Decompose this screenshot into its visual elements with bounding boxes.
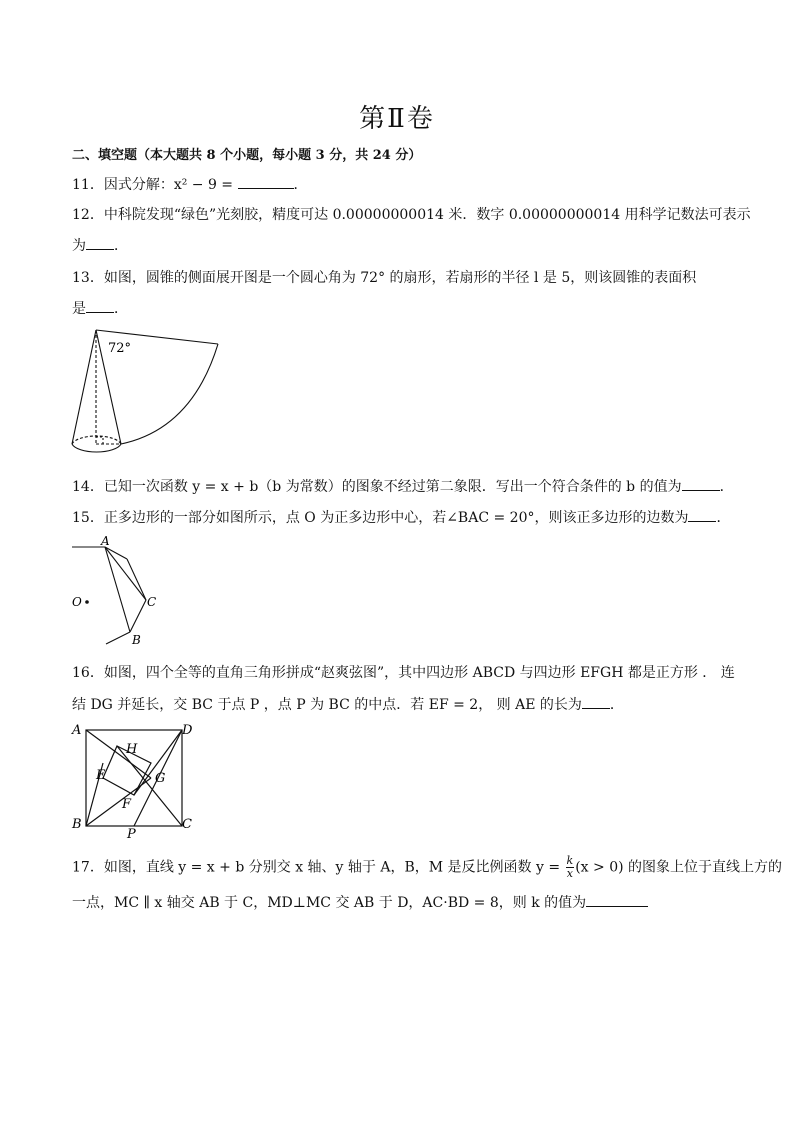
- question-14-end: ．: [719, 479, 734, 495]
- answer-blank-11[interactable]: [238, 174, 294, 189]
- question-17-lead: 一点，MC ∥ x 轴交 AB 于 C，MD⊥MC 交 AB 于 D，AC·BD = 8，则 k 的值为: [72, 895, 587, 911]
- label-p: P: [127, 827, 136, 842]
- question-14: [72, 476, 734, 497]
- label-f: F: [122, 797, 132, 812]
- answer-blank-13[interactable]: [86, 298, 114, 313]
- answer-blank-12[interactable]: [86, 235, 114, 250]
- question-16-end: ．: [609, 697, 624, 713]
- label-g: G: [155, 771, 166, 786]
- label-a: A: [72, 723, 82, 738]
- right-angle-mark: [96, 437, 103, 444]
- label-b: B: [132, 633, 141, 647]
- label-a: A: [101, 534, 110, 548]
- answer-blank-15[interactable]: [688, 507, 716, 522]
- question-15: [72, 507, 730, 528]
- answer-blank-14[interactable]: [682, 476, 720, 491]
- fraction-denominator: x: [566, 867, 573, 880]
- page-title: 第Ⅱ卷: [359, 104, 435, 134]
- question-17-line2: [72, 892, 648, 913]
- answer-blank-16[interactable]: [582, 694, 610, 709]
- label-d: D: [182, 723, 193, 738]
- question-17-text-a: 17．如图，直线 y = x + b 分别交 x 轴、y 轴于 A，B，M 是反比例函数 y =: [72, 859, 561, 876]
- polygon-figure: [66, 532, 176, 647]
- question-16-line1: 16．如图，四个全等的直角三角形拼成“赵爽弦图”，其中四边形 ABCD 与四边形 EFGH 都是正方形 ． 连: [72, 665, 735, 681]
- question-15-end: ．: [716, 510, 731, 526]
- label-c: C: [147, 595, 157, 609]
- angle-label: 72°: [108, 341, 132, 356]
- question-13-line1: 13．如图，圆锥的侧面展开图是一个圆心角为 72° 的扇形，若扇形的半径 l 是 5，则该圆锥的表面积: [72, 270, 697, 286]
- question-13-end: ．: [114, 301, 128, 317]
- diagonal-ab: [105, 547, 130, 632]
- label-b: B: [72, 817, 82, 832]
- polygon-edge-bottom: [106, 632, 130, 644]
- diagonal-ac: [105, 547, 146, 600]
- question-12-lead: 为: [72, 238, 86, 254]
- label-e: E: [96, 768, 106, 783]
- sector-arc: [121, 344, 218, 444]
- label-h: H: [126, 742, 138, 757]
- polygon-edge-cb: [130, 600, 146, 632]
- fraction-k-over-x: [566, 855, 575, 880]
- label-o: O: [72, 595, 82, 609]
- cone-sector-figure: [64, 325, 234, 470]
- question-15-text: 15．正多边形的一部分如图所示，点 O 为正多边形中心，若∠BAC = 20°，则该正多边形的边数为: [72, 510, 689, 526]
- line-b-g: [86, 778, 151, 826]
- question-12-line1: 12．中科院发现“绿色”光刻胶，精度可达 0.00000000014 米．数字 0.00000000014 用科学记数法可表示: [72, 207, 751, 223]
- center-point-o: [85, 600, 89, 604]
- question-17-text-b: (x > 0) 的图象上位于直线上方的: [575, 859, 783, 876]
- cone-left-edge: [72, 330, 96, 444]
- question-11-text: 11．因式分解：x² − 9 =: [72, 177, 234, 193]
- question-16-line2: [72, 694, 624, 715]
- question-16-lead: 结 DG 并延长，交 BC 于点 P ，点 P 为 BC 的中点．若 EF = 2， 则 AE 的长为: [72, 697, 582, 713]
- question-11-end: ．: [293, 177, 308, 193]
- line-c-h: [117, 746, 182, 826]
- question-13-lead: 是: [72, 301, 86, 317]
- fraction-numerator: k: [566, 854, 574, 867]
- question-14-text: 14．已知一次函数 y = x + b（b 为常数）的图象不经过第二象限．写出一个符合条件的 b 的值为: [72, 479, 682, 495]
- answer-blank-17[interactable]: [586, 892, 648, 907]
- question-17-line1: [72, 855, 782, 880]
- cone-base-front: [72, 444, 121, 452]
- label-c: C: [182, 817, 192, 832]
- question-12-end: ．: [114, 238, 128, 254]
- section-header: 二、填空题（本大题共 8 个小题，每小题 3 分，共 24 分）: [72, 148, 422, 163]
- zhao-shuang-figure: [68, 718, 200, 840]
- question-12-line2: [72, 235, 128, 256]
- question-11: [72, 174, 308, 195]
- question-13-line2: [72, 298, 128, 319]
